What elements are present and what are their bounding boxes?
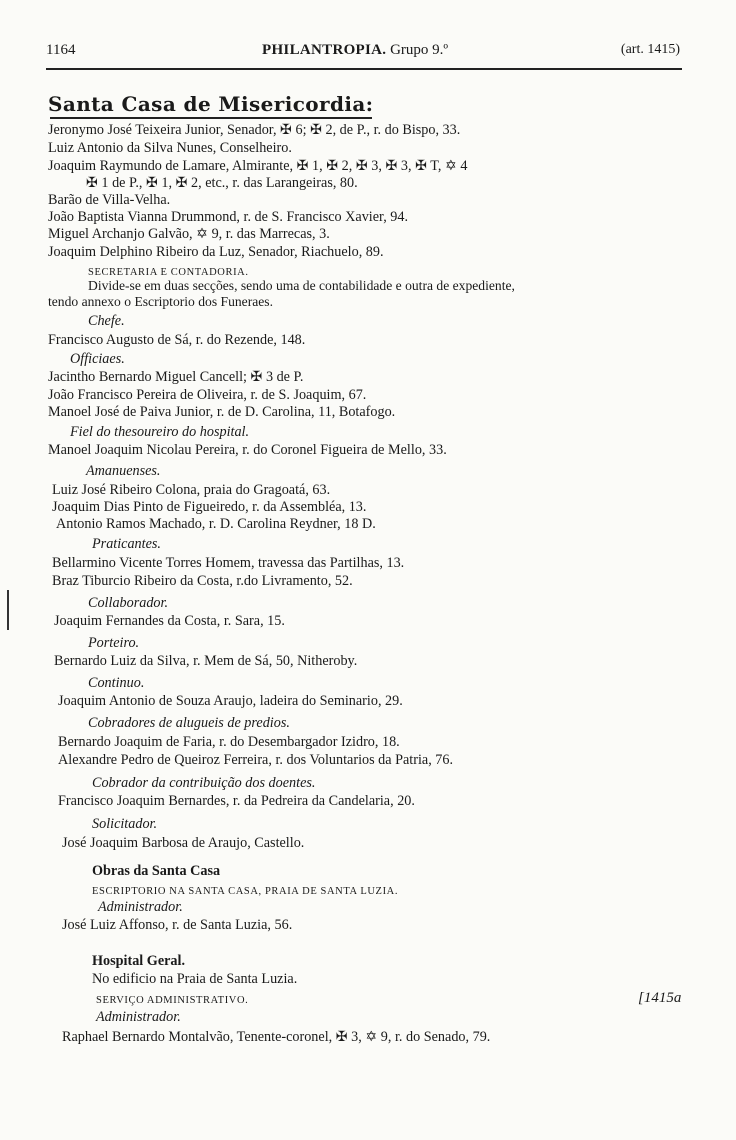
secretaria-text: Divide-se em duas secções, sendo uma de contabilidade e outra de expediente, [88,278,515,293]
staff-entry: Bernardo Joaquim de Faria, r. do Desembargador Izidro, 18. [58,734,400,750]
page-number: 1164 [46,42,76,58]
hospital-location: No edificio na Praia de Santa Luzia. [92,971,298,987]
role-label: Solicitador. [92,816,158,832]
title-underline [50,117,372,119]
role-label: Porteiro. [88,635,140,651]
role-label: Fiel do thesoureiro do hospital. [70,424,250,440]
margin-mark [7,590,9,630]
hospital-heading: Hospital Geral. [92,953,186,969]
staff-entry: Bernardo Luiz da Silva, r. Mem de Sá, 50, Nitheroby. [54,653,358,669]
secretaria-heading: SECRETARIA E CONTADORIA. [88,267,249,278]
member-entry: Joaquim Raymundo de Lamare, Almirante, ✠ 1, ✠ 2, ✠ 3, ✠ 3, ✠ T, ✡ 4 [48,158,468,174]
staff-entry: Joaquim Dias Pinto de Figueiredo, r. da Assembléa, 13. [52,499,367,515]
role-label: Continuo. [88,675,145,691]
header-rule [46,68,682,70]
member-entry: Joaquim Delphino Ribeiro da Luz, Senador, Riachuelo, 89. [48,244,384,260]
running-title [262,42,448,59]
staff-entry: Braz Tiburcio Ribeiro da Costa, r.do Livramento, 52. [52,573,353,589]
staff-entry: Joaquim Fernandes da Costa, r. Sara, 15. [54,613,285,629]
staff-entry: Joaquim Antonio de Souza Araujo, ladeira do Seminario, 29. [58,693,403,709]
role-label: Administrador. [98,899,183,915]
section-title: Santa Casa de Misericordia: [48,92,374,116]
obras-subheading: ESCRIPTORIO NA SANTA CASA, PRAIA DE SANTA LUZIA. [92,886,399,897]
staff-entry: Bellarmino Vicente Torres Homem, travessa das Partilhas, 13. [52,555,405,571]
staff-entry: Manoel Joaquim Nicolau Pereira, r. do Coronel Figueira de Mello, 33. [48,442,447,458]
staff-entry: José Joaquim Barbosa de Araujo, Castello. [62,835,305,851]
staff-entry: João Francisco Pereira de Oliveira, r. de S. Joaquim, 67. [48,387,367,403]
hospital-servico: SERVIÇO ADMINISTRATIVO. [96,995,249,1006]
staff-entry: Raphael Bernardo Montalvão, Tenente-coronel, ✠ 3, ✡ 9, r. do Senado, 79. [62,1029,491,1045]
role-label: Cobrador da contribuição dos doentes. [92,775,316,791]
staff-entry: Jacintho Bernardo Miguel Cancell; ✠ 3 de P. [48,369,304,385]
member-entry: João Baptista Vianna Drummond, r. de S. Francisco Xavier, 94. [48,209,409,225]
role-label: Collaborador. [88,595,169,611]
obras-heading: Obras da Santa Casa [92,863,221,879]
staff-entry: Manoel José de Paiva Junior, r. de D. Carolina, 11, Botafogo. [48,404,396,420]
member-entry-continuation: ✠ 1 de P., ✠ 1, ✠ 2, etc., r. das Larangeiras, 80. [86,175,358,191]
margin-reference: [1415a [638,990,682,1006]
member-entry: Barão de Villa-Velha. [48,192,171,208]
role-label: Praticantes. [92,536,161,552]
staff-entry: José Luiz Affonso, r. de Santa Luzia, 56. [62,917,293,933]
staff-entry: Luiz José Ribeiro Colona, praia do Gragoatá, 63. [52,482,331,498]
member-entry: Miguel Archanjo Galvão, ✡ 9, r. das Marrecas, 3. [48,226,330,242]
role-label: Cobradores de alugueis de predios. [88,715,290,731]
member-entry: Luiz Antonio da Silva Nunes, Conselheiro. [48,140,292,156]
role-label: Chefe. [88,313,125,329]
staff-entry: Francisco Augusto de Sá, r. do Rezende, 148. [48,332,306,348]
running-title-group: Grupo 9.º [386,42,449,58]
role-label: Officiaes. [70,351,125,367]
member-entry: Jeronymo José Teixeira Junior, Senador, ✠ 6; ✠ 2, de P., r. do Bispo, 33. [48,122,461,138]
role-label: Administrador. [96,1009,181,1025]
staff-entry: Antonio Ramos Machado, r. D. Carolina Reydner, 18 D. [56,516,376,532]
running-header [46,42,680,64]
role-label: Amanuenses. [86,463,161,479]
secretaria-text: tendo annexo o Escriptorio dos Funeraes. [48,294,274,309]
running-title-bold: PHILANTROPIA. [262,42,387,58]
staff-entry: Francisco Joaquim Bernardes, r. da Pedreira da Candelaria, 20. [58,793,415,809]
article-reference: (art. 1415) [620,42,680,57]
staff-entry: Alexandre Pedro de Queiroz Ferreira, r. dos Voluntarios da Patria, 76. [58,752,454,768]
